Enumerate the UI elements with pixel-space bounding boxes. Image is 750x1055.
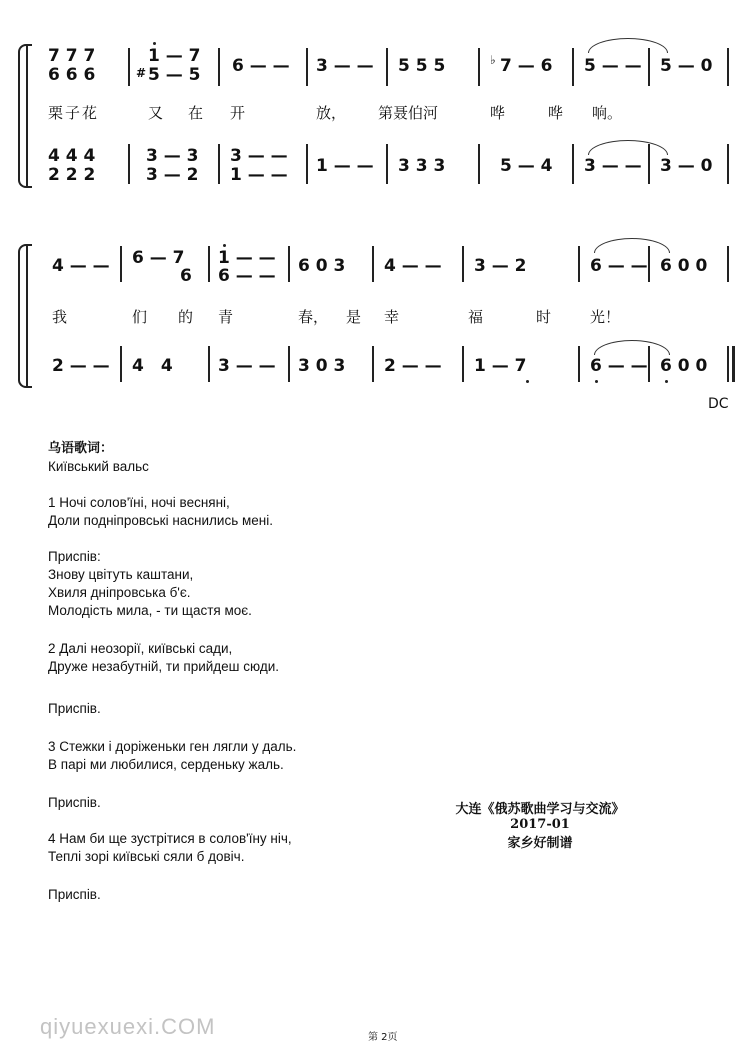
- barline: [288, 246, 290, 282]
- alto-note: 2 — —: [52, 356, 110, 376]
- alto-note: 1 — 7: [474, 356, 527, 376]
- lyrics-line: Приспів.: [48, 795, 101, 810]
- verse-2: [48, 640, 279, 676]
- verse-4: [48, 830, 292, 866]
- page-number: 第 2页: [368, 1032, 398, 1043]
- barline: [727, 246, 729, 282]
- soprano-note: 5 — —: [584, 56, 642, 76]
- lyric: 幸: [384, 308, 400, 326]
- barline: [120, 246, 122, 282]
- alto-note: 6 — —: [590, 356, 648, 376]
- verse-1: [48, 494, 273, 530]
- barline: [572, 144, 574, 184]
- lyrics-line: В парі ми любилися, серденьку жаль.: [48, 757, 284, 772]
- barline: [462, 346, 464, 382]
- barline: [578, 346, 580, 382]
- lyric: 响。: [592, 104, 623, 122]
- soprano-note: 6 — —: [232, 56, 290, 76]
- barline: [478, 144, 480, 184]
- soprano-note: 6 0 0: [660, 256, 708, 276]
- sharp-sign: #: [136, 66, 147, 80]
- credit-author: 家乡好制谱: [507, 836, 573, 851]
- alto-note: 1 — —: [230, 165, 288, 185]
- barline: [128, 48, 130, 86]
- alto-note: 1 — —: [316, 156, 374, 176]
- lyric: 青: [218, 308, 234, 326]
- site-watermark: qiyuexuexi.COM: [40, 1014, 216, 1039]
- barline: [128, 144, 130, 184]
- lyric: 在: [188, 104, 204, 122]
- tie-arc: [594, 238, 670, 253]
- lyric: 哗: [548, 104, 564, 122]
- lyric: 第聂伯河: [378, 104, 439, 122]
- lyric: 是: [346, 308, 362, 326]
- barline: [218, 48, 220, 86]
- score-system-2: [0, 236, 750, 412]
- alto-note: 3 — —: [230, 146, 288, 166]
- song-title: Київський вальс: [48, 459, 149, 474]
- barline: [120, 346, 122, 382]
- barline: [727, 346, 729, 382]
- soprano-note: 6 — 7: [132, 248, 185, 268]
- da-capo-mark: DC: [708, 396, 729, 412]
- soprano-note: 6: [180, 266, 192, 286]
- credit-source: 大连《俄苏歌曲学习与交流》: [455, 802, 625, 817]
- octave-dot: [595, 380, 598, 383]
- lyrics-text: [48, 440, 149, 476]
- alto-note: 6 0 0: [660, 356, 708, 376]
- soprano-note: 1 — 7: [148, 46, 201, 66]
- barline: [218, 144, 220, 184]
- lyric: 放，: [316, 104, 347, 122]
- lyrics-line: Приспів.: [48, 887, 101, 902]
- barline: [648, 48, 650, 86]
- lyric: 时: [536, 308, 552, 326]
- lyric: 栗子花: [48, 104, 100, 122]
- alto-note: 2 — —: [384, 356, 442, 376]
- lyric: 哗: [490, 104, 506, 122]
- alto-note: 3 — 0: [660, 156, 713, 176]
- lyric: 春，: [298, 308, 329, 326]
- barline: [386, 48, 388, 86]
- alto-note: 3 — 3: [146, 146, 199, 166]
- lyrics-line: 3 Стежки і доріженьки ген лягли у даль.: [48, 739, 297, 754]
- lyrics-line: 1 Ночі солов'їні, ночі весняні,: [48, 495, 230, 510]
- lyrics-line: 4 Нам би ще зустрітися в солов'їну ніч,: [48, 831, 292, 846]
- lyrics-line: Молодість мила, - ти щастя моє.: [48, 603, 252, 618]
- barline: [372, 246, 374, 282]
- lyrics-line: Знову цвітуть каштани,: [48, 567, 194, 582]
- lyrics-line: Хвиля дніпровська б'є.: [48, 585, 191, 600]
- tie-arc: [588, 38, 668, 53]
- credit-date: 2017-01: [510, 817, 570, 832]
- soprano-note: 1 — —: [218, 248, 276, 268]
- lyrics-line: Доли подніпровські наснились мені.: [48, 513, 273, 528]
- soprano-note: 6 6 6: [48, 65, 96, 85]
- alto-note: 3 — —: [584, 156, 642, 176]
- soprano-note: 3 — —: [316, 56, 374, 76]
- lyrics-line: Теплі зорі київські сяли б довіч.: [48, 849, 245, 864]
- barline: [306, 144, 308, 184]
- lyrics-line: Друже незабутній, ти прийдеш сюди.: [48, 659, 280, 674]
- barline: [208, 346, 210, 382]
- soprano-note: 6 0 3: [298, 256, 346, 276]
- tie-arc: [594, 340, 670, 355]
- system-brace: [18, 44, 32, 188]
- lyrics-line: Приспів:: [48, 549, 101, 564]
- score-credit: [420, 798, 660, 851]
- alto-note: 3 3 3: [398, 156, 446, 176]
- octave-dot: [223, 244, 226, 247]
- chorus-ref: [48, 794, 101, 812]
- barline: [578, 246, 580, 282]
- barline: [208, 246, 210, 282]
- chorus-ref: [48, 886, 101, 904]
- octave-dot: [153, 42, 156, 45]
- soprano-note: 5 — 0: [660, 56, 713, 76]
- soprano-note: 4 — —: [384, 256, 442, 276]
- barline: [386, 144, 388, 184]
- soprano-note: 4 — —: [52, 256, 110, 276]
- alto-note: 3 0 3: [298, 356, 346, 376]
- chorus-ref: [48, 700, 101, 718]
- barline: [372, 346, 374, 382]
- soprano-note: 3 — 2: [474, 256, 527, 276]
- lyric: 光！: [590, 308, 621, 326]
- soprano-note: 5 — 5: [148, 65, 201, 85]
- barline: [727, 48, 729, 86]
- soprano-note: 6 — —: [590, 256, 648, 276]
- chorus: [48, 548, 252, 620]
- final-barline: [732, 346, 735, 382]
- barline: [288, 346, 290, 382]
- lyrics-line: Приспів.: [48, 701, 101, 716]
- alto-note: 3 — 2: [146, 165, 199, 185]
- alto-note: 2 2 2: [48, 165, 96, 185]
- soprano-note: 7 7 7: [48, 46, 96, 66]
- lyric: 的: [178, 308, 194, 326]
- system-brace: [18, 244, 32, 388]
- barline: [727, 144, 729, 184]
- alto-note: 4 4: [132, 356, 173, 376]
- barline: [462, 246, 464, 282]
- soprano-note: 6 — —: [218, 266, 276, 286]
- lyric: 们: [132, 308, 148, 326]
- barline: [478, 48, 480, 86]
- alto-note: 4 4 4: [48, 146, 96, 166]
- lyric: 福: [468, 308, 484, 326]
- lyrics-heading: 乌语歌词：: [48, 441, 114, 456]
- octave-dot: [665, 380, 668, 383]
- barline: [306, 48, 308, 86]
- soprano-note: 5 5 5: [398, 56, 446, 76]
- lyric: 开: [230, 104, 246, 122]
- barline: [572, 48, 574, 86]
- lyric: 我: [52, 308, 68, 326]
- score-system-1: [0, 40, 750, 190]
- lyrics-line: 2 Далі неозорії, київські сади,: [48, 641, 233, 656]
- lyric: 又: [148, 104, 164, 122]
- tie-arc: [588, 140, 668, 155]
- verse-3: [48, 738, 296, 774]
- soprano-note: 7 — 6: [500, 56, 553, 76]
- flat-sign: ♭: [490, 53, 496, 67]
- octave-dot: [526, 380, 529, 383]
- alto-note: 5 — 4: [500, 156, 553, 176]
- alto-note: 3 — —: [218, 356, 276, 376]
